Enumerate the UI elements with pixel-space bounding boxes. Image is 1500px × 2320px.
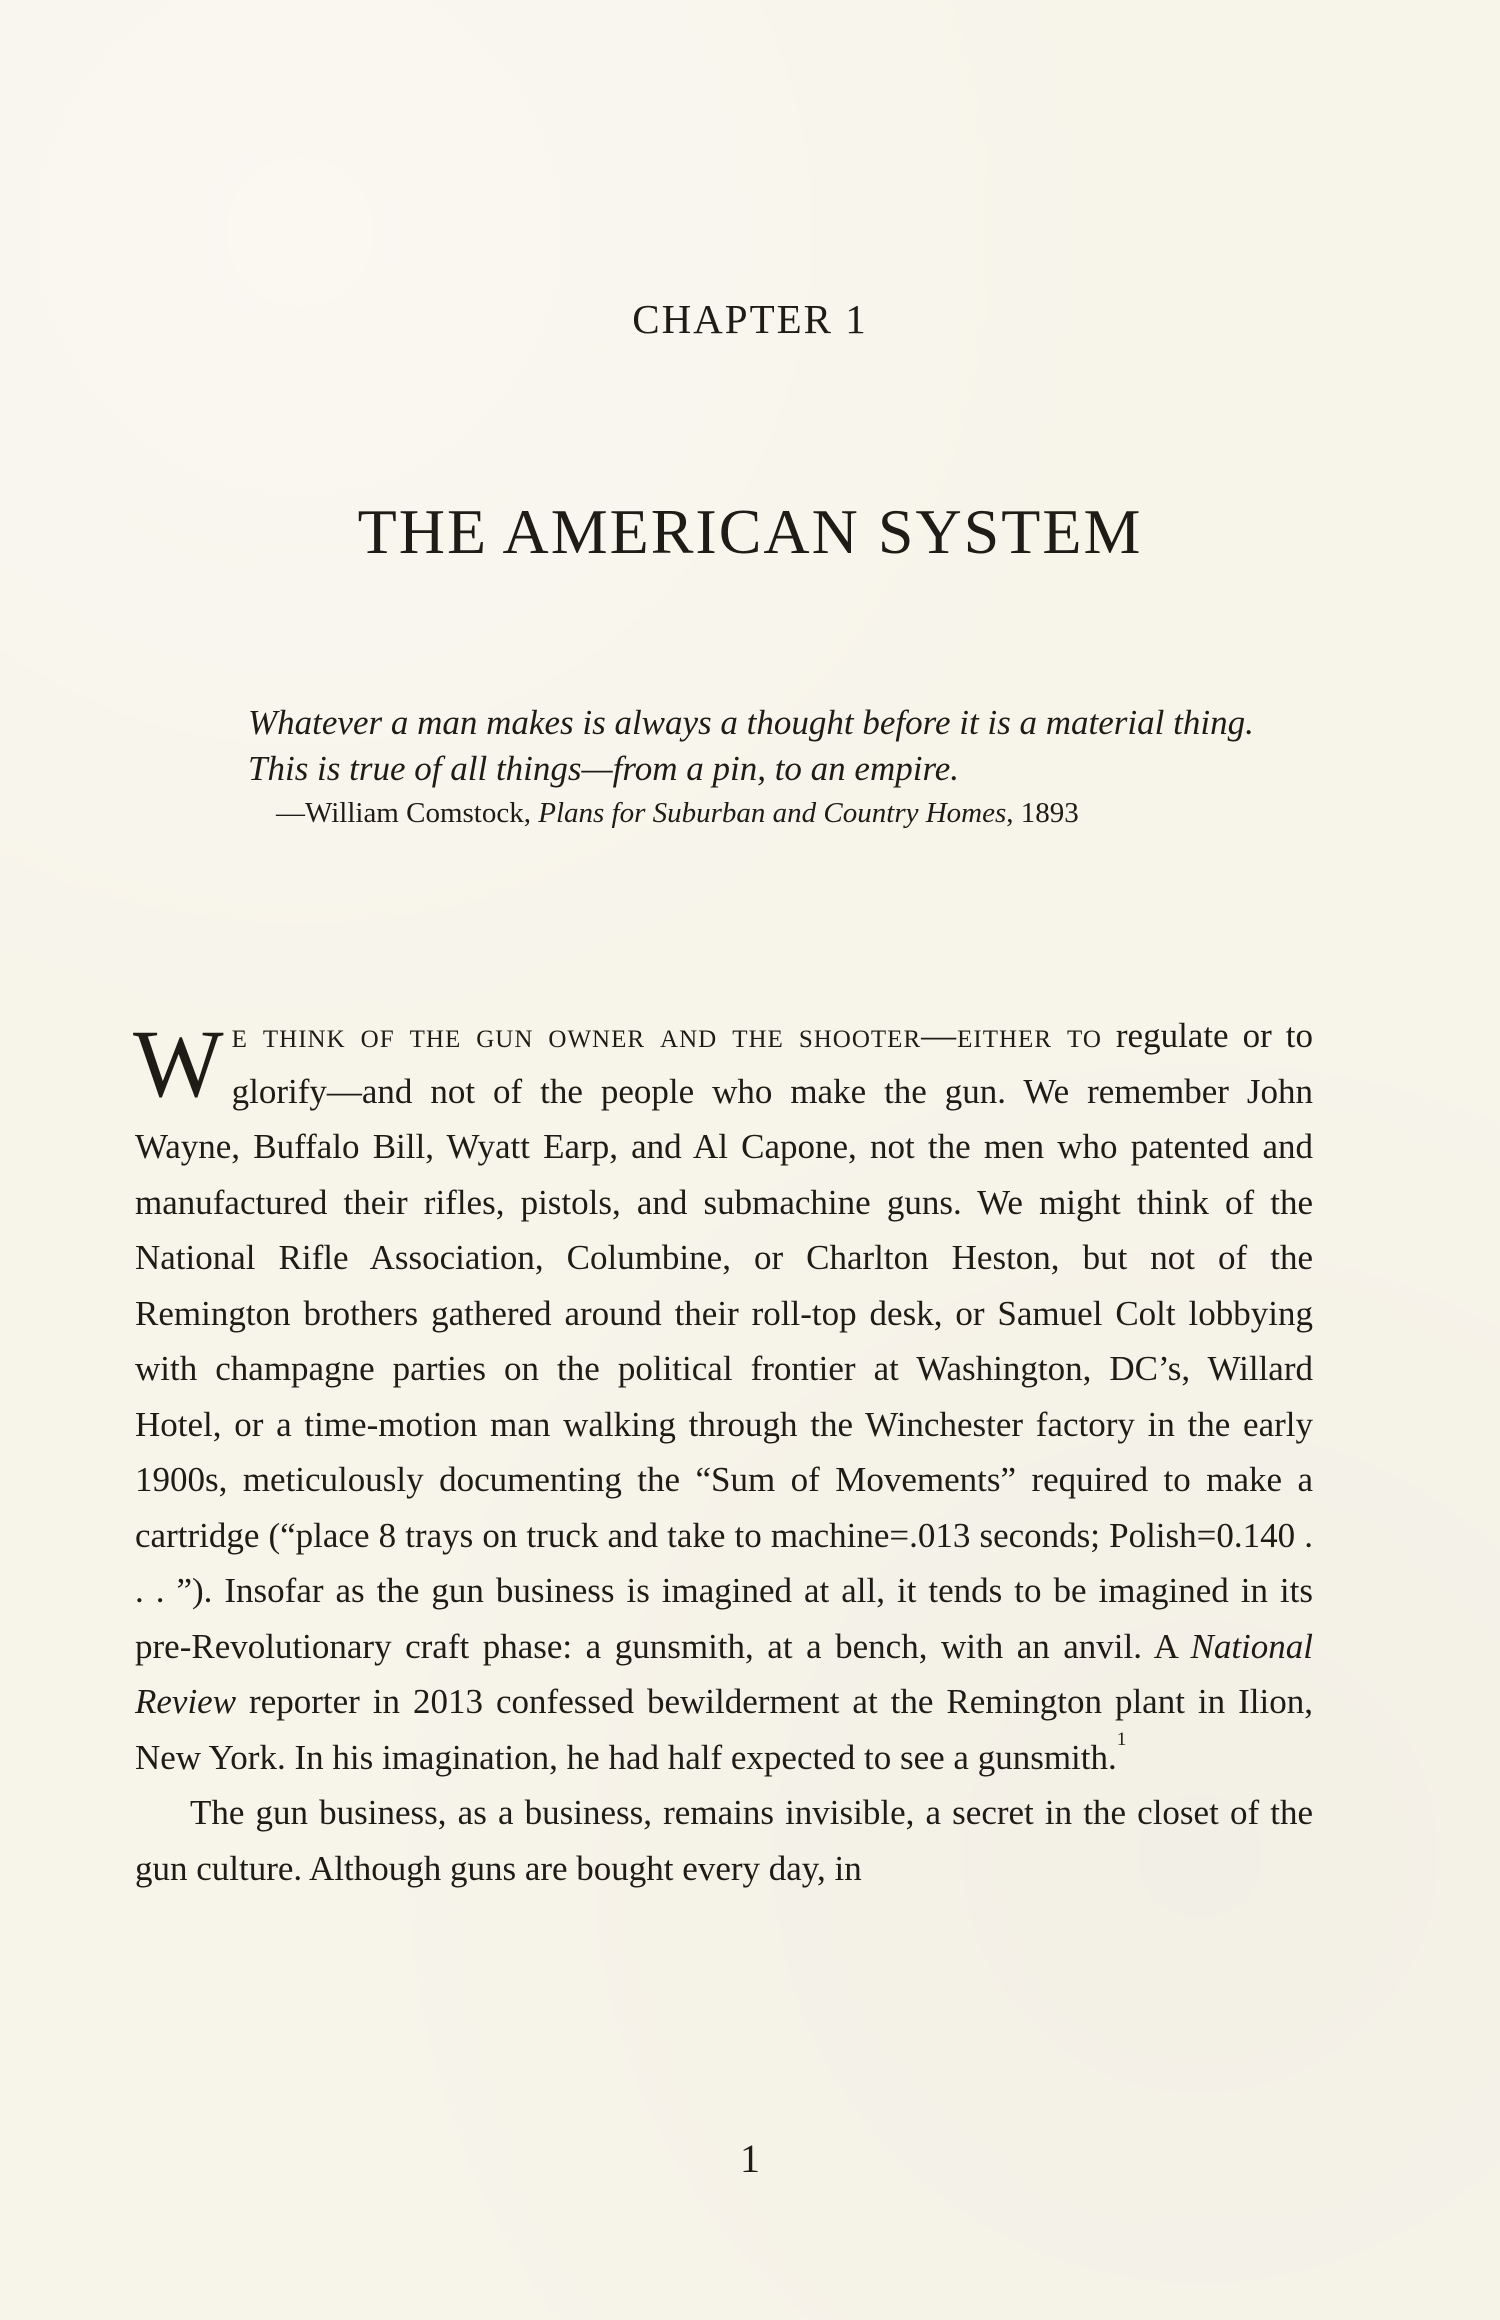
paragraph-lead: e think of the gun owner and the shooter—either to	[231, 1016, 1102, 1055]
drop-cap: W	[133, 1010, 224, 1117]
body-text	[135, 1008, 1313, 1896]
paragraph-1-part-2: reporter in 2013 confessed bewilderment at the Remington plant in Ilion, New York. In his imagination, he had half expected to see a gunsmith.	[135, 1682, 1313, 1777]
publication-title: National Review	[135, 1626, 1313, 1721]
chapter-title: THE AMERICAN SYSTEM	[357, 496, 1143, 567]
attribution-work: Plans for Suburban and Country Homes	[538, 797, 1007, 829]
attribution-year: , 1893	[1006, 797, 1079, 829]
attribution-prefix: —William Comstock,	[276, 797, 539, 829]
footnote-marker: 1	[1116, 1729, 1127, 1751]
chapter-label: CHAPTER 1	[632, 296, 868, 342]
epigraph-attribution	[248, 792, 1293, 834]
epigraph-quote: Whatever a man makes is always a thought before it is a material thing. This is true of all things—from a pin, to an empire.	[248, 703, 1254, 788]
page-number: 1	[740, 2136, 760, 2181]
paragraph-1-part-1: regulate or to glorify—and not of the people who make the gun. We remember John Wayne, Buffalo Bill, Wyatt Earp, and Al Capone, not the men who patented and manufactured their rifles, pistols, and submachine guns. We might think of the National Rifle Association, Columbine, or Charlton Heston, but not of the Remington brothers gathered around their roll-top desk, or Samuel Colt lobbying with champagne parties on the political frontier at Washington, DC’s, Willard Hotel, or a time-motion man walking through the Winchester factory in the early 1900s, meticulously documenting the “Sum of Movements” required to make a cartridge (“place 8 trays on truck and take to machine=.013 seconds; Polish=0.140 . . . ”). Insofar as the gun business is imagined at all, it tends to be imagined in its pre-Revolutionary craft phase: a gunsmith, at a bench, with an anvil. A	[135, 1016, 1313, 1666]
paragraph-2: The gun business, as a business, remains invisible, a secret in the closet of the gun culture. Although guns are bought every day, in	[135, 1793, 1313, 1888]
paragraph-1	[135, 1008, 1313, 1785]
epigraph	[248, 700, 1293, 834]
